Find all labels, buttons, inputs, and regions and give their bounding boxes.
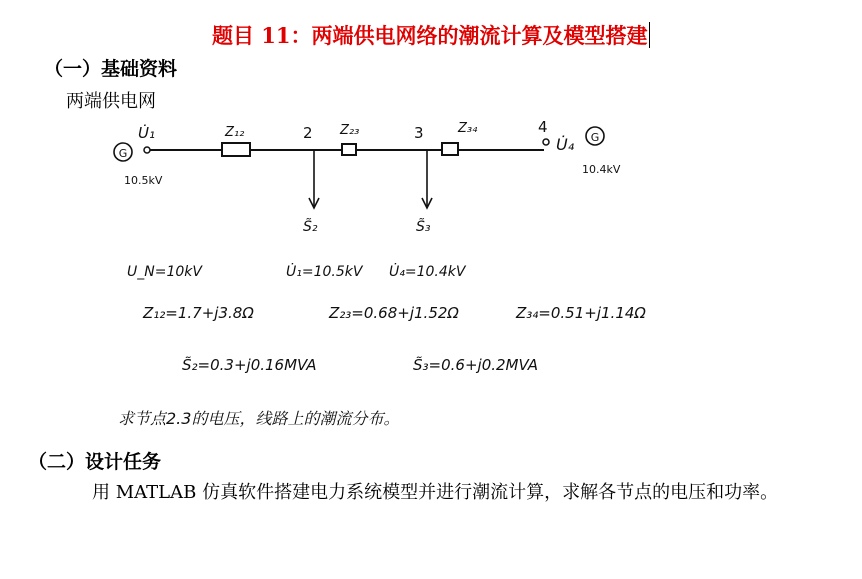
impedance-z34 bbox=[442, 143, 458, 155]
s2-label: S̃₂ bbox=[303, 219, 318, 235]
task-paragraph: 用 MATLAB 仿真软件搭建电力系统模型并进行潮流计算，求解各节点的电压和功率。 bbox=[92, 482, 779, 503]
terminal-node-4 bbox=[543, 139, 549, 145]
u1-value: 10.5kV bbox=[124, 174, 163, 187]
section-heading-design-task: （二）设计任务 bbox=[28, 451, 162, 473]
node-4-label: 4 bbox=[538, 118, 548, 136]
u1-label: U̇₁ bbox=[138, 124, 155, 142]
z23-value: Z₂₃=0.68+j1.52Ω bbox=[329, 304, 459, 322]
s2-value: S̃₂=0.3+j0.16MVA bbox=[182, 356, 317, 374]
node-3-label: 3 bbox=[414, 124, 424, 142]
page-title: 题目 11：两端供电网络的潮流计算及模型搭建 bbox=[0, 20, 862, 50]
terminal-node-1 bbox=[144, 147, 150, 153]
u4-value: 10.4kV bbox=[582, 163, 621, 176]
section-subtitle: 两端供电网 bbox=[66, 91, 156, 112]
text-cursor bbox=[649, 22, 651, 48]
node-2-label: 2 bbox=[303, 124, 313, 142]
impedance-z12 bbox=[222, 143, 250, 156]
z34-value: Z₃₄=0.51+j1.14Ω bbox=[516, 304, 646, 322]
s3-label: S̃₃ bbox=[416, 219, 431, 235]
rated-voltage: U_N=10kV bbox=[127, 264, 202, 280]
z12-value: Z₁₂=1.7+j3.8Ω bbox=[143, 304, 254, 322]
task-note: 求节点2.3的电压，线路上的潮流分布。 bbox=[118, 409, 400, 428]
impedance-z23 bbox=[342, 144, 356, 155]
u4-voltage: U̇₄=10.4kV bbox=[389, 264, 466, 280]
z12-label: Z₁₂ bbox=[225, 125, 245, 140]
z23-label: Z₂₃ bbox=[340, 123, 360, 138]
generator-left-label: G bbox=[118, 147, 128, 160]
u4-label: U̇₄ bbox=[556, 135, 575, 154]
s3-value: S̃₃=0.6+j0.2MVA bbox=[413, 356, 538, 374]
u1-voltage: U̇₁=10.5kV bbox=[286, 264, 363, 280]
z34-label: Z₃₄ bbox=[458, 121, 478, 136]
network-diagram bbox=[0, 112, 862, 442]
section-heading-basic-data: （一）基础资料 bbox=[44, 58, 178, 80]
generator-right-label: G bbox=[590, 131, 600, 144]
